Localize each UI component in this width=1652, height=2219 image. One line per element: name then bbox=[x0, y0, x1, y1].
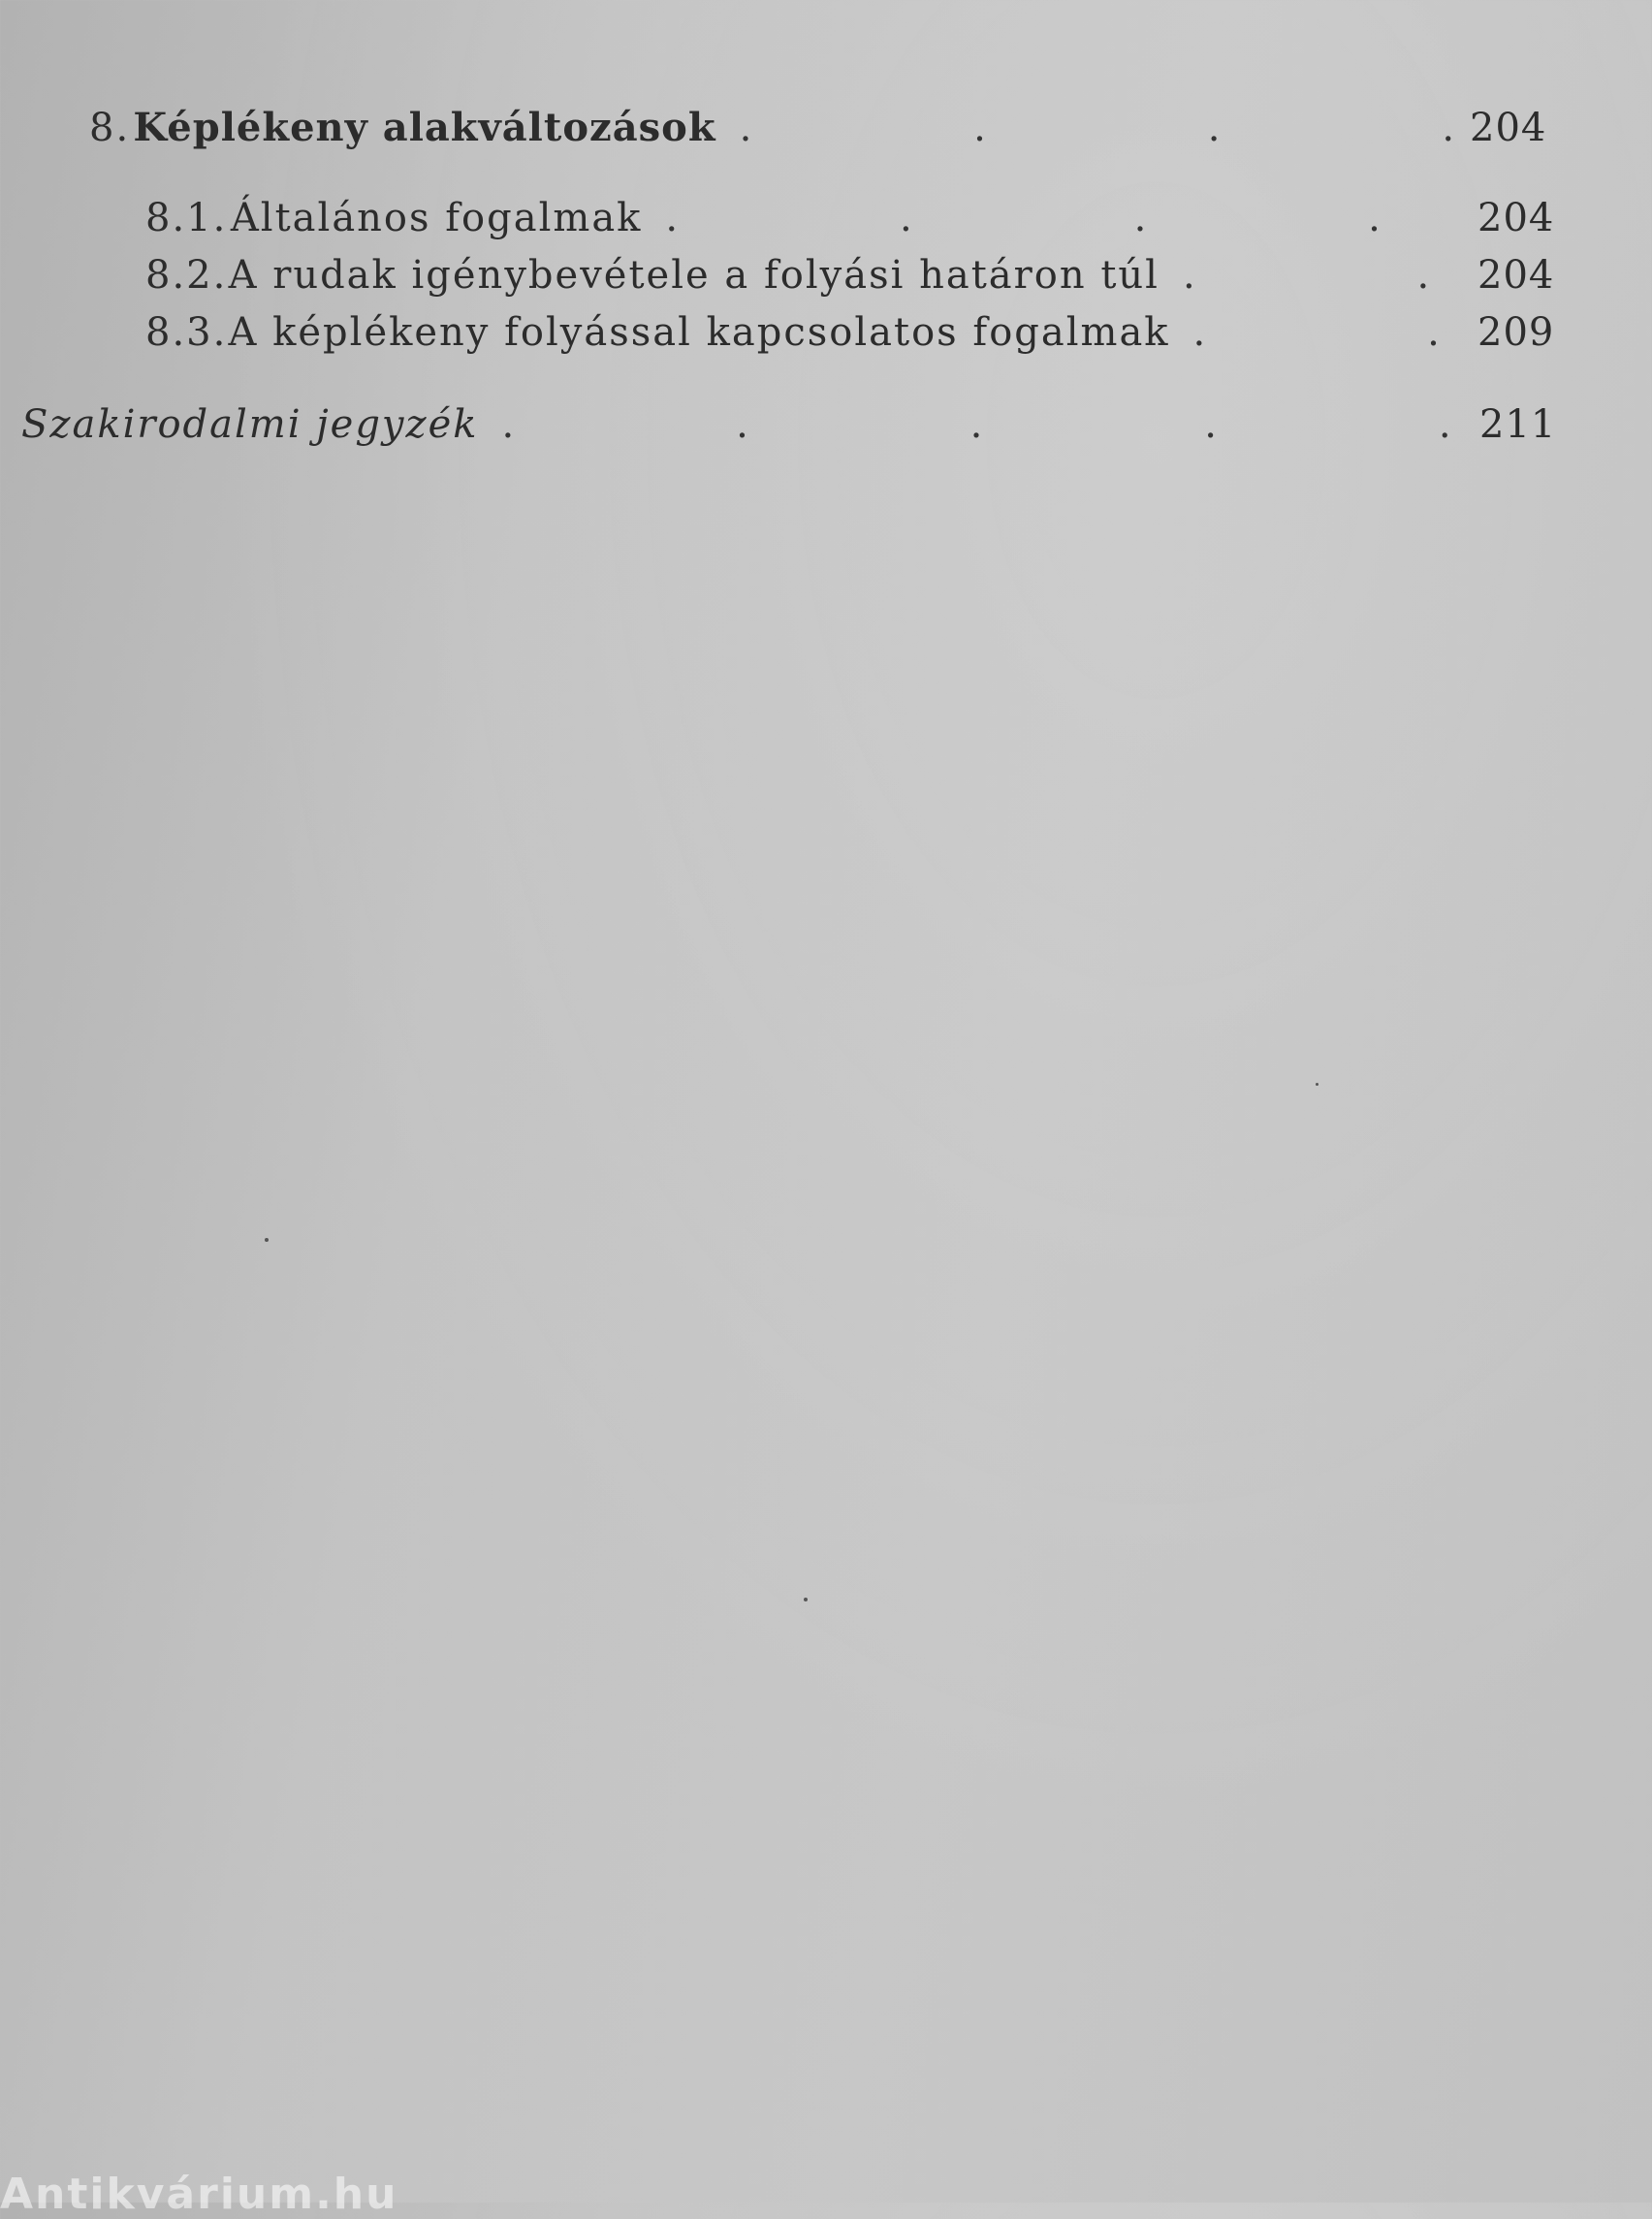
dot-leader bbox=[1193, 310, 1464, 355]
section-title: A rudak igénybevétele a folyási határon túl bbox=[228, 253, 1160, 298]
toc-references bbox=[21, 402, 1555, 447]
paper-speck bbox=[804, 1598, 808, 1601]
watermark-logo: Antikvárium.hu bbox=[0, 2170, 398, 2219]
references-title: Szakirodalmi jegyzék bbox=[21, 402, 479, 447]
section-title: Általános fogalmak bbox=[230, 196, 643, 240]
dot-leader bbox=[740, 106, 1456, 150]
dot-leader bbox=[665, 196, 1464, 240]
toc-section-8-2 bbox=[145, 253, 1553, 298]
section-page-number: 204 bbox=[1477, 253, 1555, 298]
section-page-number: 209 bbox=[1477, 310, 1555, 355]
toc-chapter-8 bbox=[89, 105, 1545, 150]
chapter-page-number: 204 bbox=[1470, 106, 1547, 150]
dot-leader bbox=[1183, 253, 1464, 298]
paper-speck bbox=[1316, 1083, 1318, 1086]
section-number: 8.3. bbox=[145, 310, 228, 355]
paper-speck bbox=[265, 1238, 269, 1242]
section-title: A képlékeny folyással kapcsolatos fogalmak bbox=[228, 310, 1170, 355]
section-page-number: 204 bbox=[1477, 196, 1555, 240]
toc-section-8-1 bbox=[145, 196, 1553, 240]
section-number: 8.1. bbox=[145, 196, 228, 240]
chapter-number: 8. bbox=[89, 106, 131, 150]
references-page-number: 211 bbox=[1479, 402, 1557, 447]
chapter-title: Képlékeny alakváltozások bbox=[133, 105, 716, 150]
section-number: 8.2. bbox=[145, 253, 228, 298]
dot-leader bbox=[502, 402, 1466, 447]
toc-section-8-3 bbox=[145, 310, 1553, 355]
